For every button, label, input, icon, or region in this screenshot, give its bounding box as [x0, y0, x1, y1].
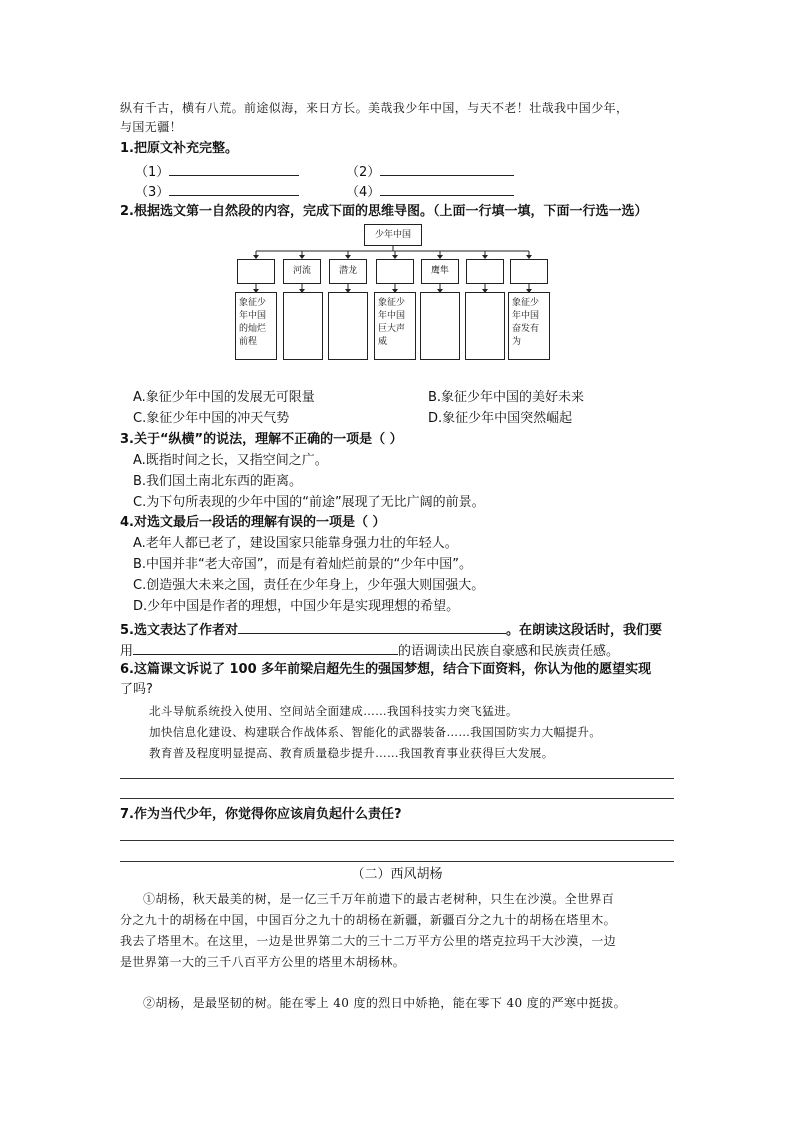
q4-option-d[interactable]: D.少年中国是作者的理想，中国少年是实现理想的希望。	[133, 599, 460, 614]
q6-answer-line-2[interactable]	[120, 798, 674, 799]
q5-answer-1[interactable]	[238, 619, 506, 634]
question-3: 3.关于“纵横”的说法，理解不正确的一项是（ ）	[120, 432, 403, 447]
q1-answer-1[interactable]	[169, 161, 299, 176]
q1-blank-2: （2）	[346, 161, 514, 182]
question-2: 2.根据选文第一自然段的内容，完成下面的思维导图。（上面一行填一填，下面一行选一选）	[120, 204, 648, 219]
q1-blank-4: （4）	[346, 181, 514, 202]
map-bottom-box-5[interactable]	[420, 292, 460, 360]
q7-answer-line-2[interactable]	[120, 861, 674, 862]
section-2-p2: ②胡杨，是最坚韧的树。能在零上 40 度的烈日中娇艳，能在零下 40 度的严寒中挺拔。	[143, 996, 626, 1010]
q4-option-c[interactable]: C.创造强大未来之国，责任在少年身上，少年强大则国强大。	[133, 578, 485, 593]
q2-option-d[interactable]: D.象征少年中国突然崛起	[428, 411, 573, 426]
map-top-box-4[interactable]	[376, 259, 414, 284]
map-top-box-2: 河流	[283, 259, 321, 284]
question-6-line-2: 了吗?	[120, 682, 153, 697]
map-top-box-5: 鹰隼	[421, 259, 459, 284]
q2-option-a[interactable]: A.象征少年中国的发展无可限量	[133, 390, 315, 405]
question-4: 4.对选文最后一段话的理解有误的一项是（ ）	[120, 515, 386, 530]
question-6-line-1: 6.这篇课文诉说了 100 多年前梁启超先生的强国梦想，结合下面资料，你认为他的愿望实现	[120, 662, 652, 677]
map-top-box-3: 潜龙	[329, 259, 367, 284]
q7-answer-line-1[interactable]	[120, 840, 674, 841]
question-7: 7.作为当代少年，你觉得你应该肩负起什么责任?	[120, 807, 402, 822]
q4-option-b[interactable]: B.中国并非“老大帝国”，而是有着灿烂前景的“少年中国”。	[133, 557, 472, 572]
map-bottom-box-3[interactable]	[328, 292, 368, 360]
map-bottom-box-7: 象征少年中国奋发有为	[508, 292, 550, 360]
q2-option-c[interactable]: C.象征少年中国的冲天气势	[133, 411, 290, 426]
q2-option-b[interactable]: B.象征少年中国的美好未来	[428, 390, 585, 405]
map-bottom-box-1: 象征少年中国的灿烂前程	[235, 292, 277, 360]
q1-answer-4[interactable]	[380, 181, 514, 196]
q1-answer-2[interactable]	[380, 161, 514, 176]
map-bottom-box-2[interactable]	[283, 292, 323, 360]
q3-option-a[interactable]: A.既指时间之长，又指空间之广。	[133, 453, 328, 468]
map-top-box-1[interactable]	[237, 259, 275, 284]
q4-option-a[interactable]: A.老年人都已老了，建设国家只能靠身强力壮的年轻人。	[133, 536, 458, 551]
q6-answer-line-1[interactable]	[120, 778, 674, 779]
q1-blank-3: （3）	[135, 181, 299, 202]
q1-answer-3[interactable]	[169, 181, 299, 196]
q6-material-1: 北斗导航系统投入使用、空间站全面建成……我国科技实力突飞猛进。	[149, 704, 518, 718]
question-5-line-2: 用 的语调读出民族自豪感和民族责任感。	[120, 640, 619, 661]
passage-line-1: 纵有千古，横有八荒。前途似海，来日方长。美哉我少年中国，与天不老！壮哉我中国少年，	[120, 101, 629, 115]
map-top-box-7[interactable]	[510, 259, 548, 284]
question-1: 1.把原文补充完整。	[120, 141, 238, 156]
mind-map-root: 少年中国	[364, 224, 422, 246]
passage-line-2: 与国无疆！	[120, 120, 183, 134]
section-2-p1-line-1: ①胡杨，秋天最美的树，是一亿三千万年前遗下的最古老树种，只生在沙漠。全世界百	[143, 892, 615, 906]
q6-material-3: 教育普及程度明显提高、教育质量稳步提升……我国教育事业获得巨大发展。	[149, 746, 554, 760]
question-5-line-1: 5.选文表达了作者对 。在朗读这段话时，我们要	[120, 619, 662, 640]
section-2-p1-line-3: 我去了塔里木。在这里，一边是世界第二大的三十二万平方公里的塔克拉玛干大沙漠，一边	[120, 934, 617, 948]
map-top-box-6[interactable]	[466, 259, 504, 284]
q3-option-c[interactable]: C.为下句所表现的少年中国的“前途”展现了无比广阔的前景。	[133, 495, 485, 510]
q1-blank-1: （1）	[135, 161, 299, 182]
section-2-title: （二）西风胡杨	[351, 867, 443, 882]
section-2-p1-line-4: 是世界第一大的三千八百平方公里的塔里木胡杨林。	[120, 955, 406, 969]
map-bottom-box-6[interactable]	[465, 292, 505, 360]
map-bottom-box-4: 象征少年中国巨大声威	[374, 292, 416, 360]
section-2-p1-line-2: 分之九十的胡杨在中国，中国百分之九十的胡杨在新疆，新疆百分之九十的胡杨在塔里木。	[120, 913, 617, 927]
q5-answer-2[interactable]	[133, 640, 398, 655]
q6-material-2: 加快信息化建设、构建联合作战体系、智能化的武器装备……我国国防实力大幅提升。	[149, 725, 602, 739]
q3-option-b[interactable]: B.我们国土南北东西的距离。	[133, 474, 303, 489]
